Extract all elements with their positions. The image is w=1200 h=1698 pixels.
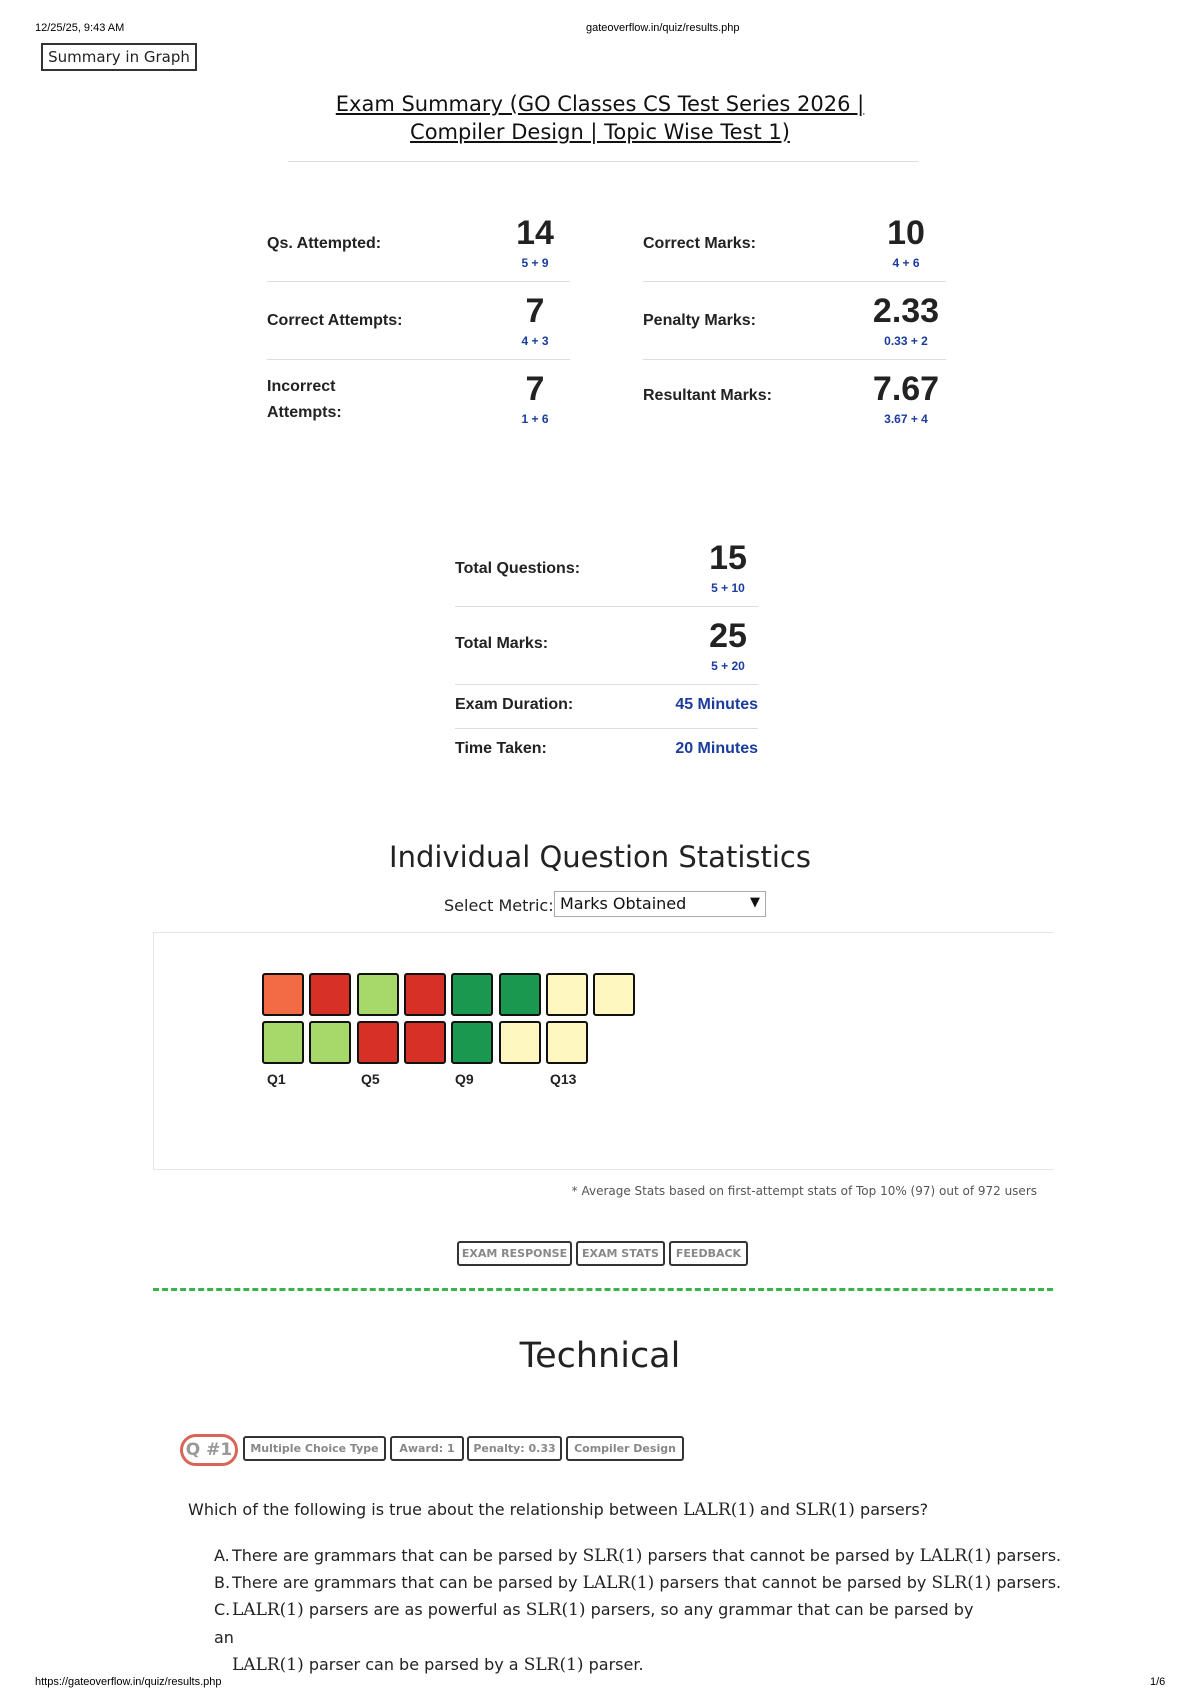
total-questions-label: Total Questions: [455, 560, 581, 577]
column-label-q5: Q5 [361, 1071, 380, 1087]
option-text: parsers. [991, 1546, 1062, 1565]
time-taken-value: 20 Minutes [675, 740, 758, 757]
total-questions-row [455, 538, 758, 607]
stat-value: 10 [887, 214, 925, 252]
option-letter: C. [214, 1600, 231, 1619]
feedback-button[interactable]: FEEDBACK [669, 1241, 748, 1266]
section-divider [153, 1288, 1053, 1291]
option-text: There are grammars that can be parsed by [232, 1546, 583, 1565]
stat-label: Incorrect Attempts: [267, 378, 342, 421]
question-heatmap-panel [153, 932, 1053, 1170]
total-questions-breakdown: 5 + 10 [711, 581, 745, 595]
math-lalr: LALR(1) [232, 1600, 304, 1620]
option-letter: B. [214, 1573, 231, 1592]
stat-breakdown: 5 + 9 [521, 256, 549, 270]
chevron-down-icon: ▼ [750, 895, 760, 910]
option-text: parsers are as powerful as [303, 1600, 526, 1619]
section-heading: Technical [519, 1336, 681, 1376]
exam-stats-button[interactable]: EXAM STATS [576, 1241, 665, 1266]
stat-value: 7 [525, 370, 545, 408]
stat-value: 7.67 [872, 370, 940, 408]
print-url: gateoverflow.in/quiz/results.php [586, 22, 740, 34]
math-lalr: LALR(1) [232, 1655, 304, 1675]
question-type-tag: Multiple Choice Type [243, 1436, 386, 1461]
stat-label: Qs. Attempted: [267, 235, 382, 252]
stat-breakdown: 0.33 + 2 [884, 334, 928, 348]
question-number-badge[interactable]: Q #1 [180, 1434, 238, 1466]
exam-duration-label: Exam Duration: [455, 696, 574, 713]
column-label-q9: Q9 [455, 1071, 474, 1087]
total-marks-breakdown: 5 + 20 [711, 659, 745, 673]
math-slr: SLR(1) [795, 1500, 855, 1520]
exam-response-button[interactable]: EXAM RESPONSE [457, 1241, 572, 1266]
stat-breakdown: 3.67 + 4 [884, 412, 928, 426]
stat-row-qs-attempted [267, 213, 570, 282]
stat-value: 14 [516, 214, 554, 252]
time-taken-label: Time Taken: [455, 740, 547, 757]
metric-selected-value: Marks Obtained [560, 894, 687, 913]
question-text-part: and [754, 1500, 796, 1519]
topic-tag: Compiler Design [566, 1436, 684, 1461]
stat-label: Correct Marks: [643, 235, 756, 252]
time-taken-row [455, 730, 758, 772]
option-text: parsers that cannot be parsed by [642, 1546, 920, 1565]
stat-row-resultant-marks [643, 361, 946, 437]
question-cell-q10[interactable] [451, 1021, 493, 1064]
question-cell-q15[interactable] [593, 973, 635, 1016]
question-text [188, 1500, 928, 1520]
option-c[interactable] [214, 1596, 974, 1679]
option-text: parsers, so any grammar that can be parsed by an [214, 1600, 974, 1647]
option-a[interactable] [214, 1542, 1061, 1570]
award-tag: Award: 1 [390, 1436, 464, 1461]
total-marks-label: Total Marks: [455, 635, 549, 652]
page-number: 1/6 [1150, 1676, 1166, 1688]
question-cell-q9[interactable] [451, 973, 493, 1016]
stat-row-correct-marks [643, 213, 946, 282]
question-cell-q1[interactable] [262, 973, 304, 1016]
option-text: parser can be parsed by a [303, 1655, 524, 1674]
average-stats-note: * Average Stats based on first-attempt stats of Top 10% (97) out of 972 users [571, 1184, 1037, 1198]
stat-label: Penalty Marks: [643, 312, 756, 329]
penalty-tag: Penalty: 0.33 [467, 1436, 562, 1461]
math-slr: SLR(1) [525, 1600, 586, 1620]
math-lalr: LALR(1) [582, 1573, 655, 1593]
stat-value: 2.33 [872, 292, 940, 330]
option-b[interactable] [214, 1569, 1061, 1597]
exam-duration-row [455, 686, 758, 729]
option-text: parsers. [991, 1573, 1062, 1592]
option-text: parsers that cannot be parsed by [654, 1573, 932, 1592]
footer-url: https://gateoverflow.in/quiz/results.php [35, 1676, 222, 1688]
summary-in-graph-button[interactable]: Summary in Graph [41, 43, 197, 71]
total-marks-value: 25 [709, 617, 747, 655]
question-cell-q3[interactable] [309, 973, 351, 1016]
option-letter: A. [214, 1546, 230, 1565]
title-line-2: Compiler Design | Topic Wise Test 1) [410, 120, 790, 144]
question-cell-q8[interactable] [404, 1021, 446, 1064]
math-slr: SLR(1) [523, 1655, 584, 1675]
stat-label: Resultant Marks: [643, 387, 772, 404]
total-questions-value: 15 [709, 539, 747, 577]
stat-row-correct-attempts [267, 283, 570, 360]
stat-row-incorrect-attempts [267, 361, 570, 437]
question-cell-q6[interactable] [357, 1021, 399, 1064]
title-line-1: Exam Summary (GO Classes CS Test Series 2026 | [335, 92, 865, 116]
option-text: parser. [583, 1655, 644, 1674]
question-cell-q14[interactable] [546, 1021, 588, 1064]
title-divider [288, 161, 918, 162]
math-slr: SLR(1) [931, 1573, 992, 1593]
column-label-q1: Q1 [267, 1071, 286, 1087]
question-cell-q11[interactable] [499, 973, 541, 1016]
question-text-part: Which of the following is true about the relationship between [188, 1500, 684, 1519]
stat-label: Correct Attempts: [267, 312, 403, 329]
option-text: There are grammars that can be parsed by [232, 1573, 583, 1592]
math-lalr: LALR(1) [919, 1546, 992, 1566]
question-cell-q13[interactable] [546, 973, 588, 1016]
question-cell-q5[interactable] [357, 973, 399, 1016]
stat-value: 7 [525, 292, 545, 330]
metric-select[interactable] [554, 891, 766, 917]
stat-breakdown: 4 + 6 [892, 256, 920, 270]
stat-breakdown: 4 + 3 [521, 334, 549, 348]
question-text-part: parsers? [854, 1500, 929, 1519]
exam-duration-value: 45 Minutes [675, 696, 758, 713]
math-lalr: LALR(1) [683, 1500, 755, 1520]
individual-stats-heading: Individual Question Statistics [389, 840, 811, 874]
stat-row-penalty-marks [643, 283, 946, 360]
metric-label: Select Metric: [444, 896, 554, 915]
question-cell-q4[interactable] [309, 1021, 351, 1064]
question-cell-q12[interactable] [499, 1021, 541, 1064]
stat-breakdown: 1 + 6 [521, 412, 549, 426]
column-label-q13: Q13 [550, 1071, 577, 1087]
math-slr: SLR(1) [582, 1546, 643, 1566]
question-cell-q2[interactable] [262, 1021, 304, 1064]
page-title [300, 90, 900, 146]
print-timestamp: 12/25/25, 9:43 AM [35, 22, 125, 34]
total-marks-row [455, 608, 758, 685]
question-cell-q7[interactable] [404, 973, 446, 1016]
